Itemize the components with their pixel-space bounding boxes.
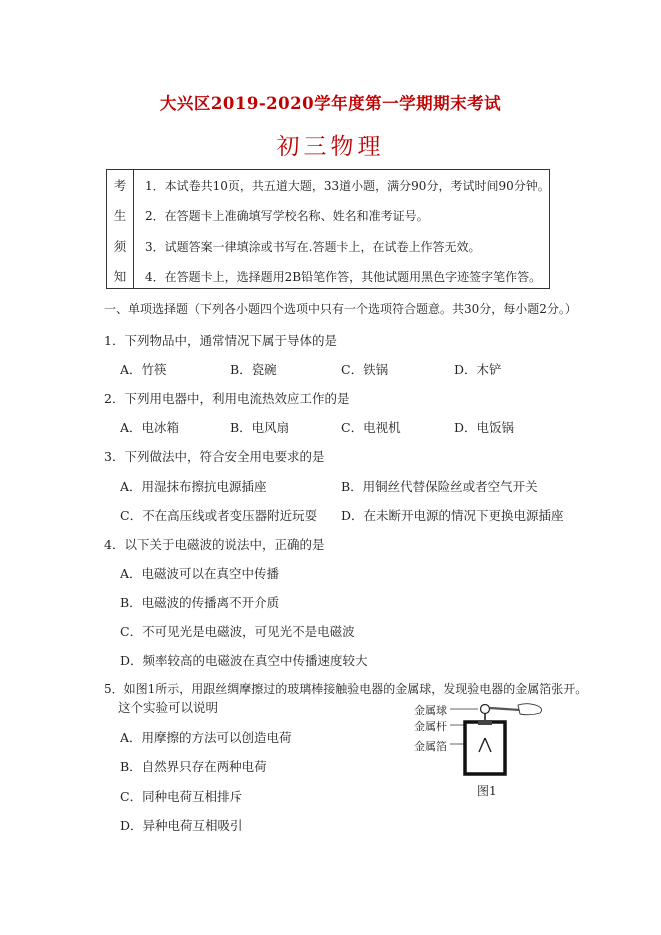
metal-ball-icon [481,705,490,714]
electroscope-figure [450,698,550,780]
option: D．频率较高的电磁波在真空中传播速度较大 [120,653,368,668]
notice-item: 1．本试卷共10页，共五道大题，33道小题，满分90分，考试时间90分钟。 [145,179,550,193]
option: D．在未断开电源的情况下更换电源插座 [341,508,564,523]
option: C．铁锅 [341,362,389,377]
option: C．电视机 [341,420,401,435]
notice-item: 4．在答题卡上，选择题用2B铅笔作答，其他试题用黑色字迹签字笔作答。 [145,270,542,284]
question-stem: 3．下列做法中，符合安全用电要求的是 [104,449,325,464]
notice-label-column [107,170,134,288]
figure-label-metal-ball: 金属球 [414,704,447,717]
option: A．用湿抹布擦抗电源插座 [120,479,267,494]
option: A．用摩擦的方法可以创造电荷 [120,730,292,745]
option: A．电磁波可以在真空中传播 [120,566,280,581]
glass-rod [490,708,520,710]
hand-icon [518,704,542,715]
option: B．电磁波的传播离不开介质 [120,595,280,610]
option: C．不在高压线或者变压器附近玩耍 [120,508,318,523]
exam-subject: 初三物理 [276,134,385,160]
question-stem-continued: 这个实验可以说明 [118,700,219,715]
option: B．用铜丝代替保险丝或者空气开关 [341,479,538,494]
notice-item: 3．试题答案一律填涂或书写在.答题卡上，在试卷上作答无效。 [145,240,481,254]
notice-label: 须 [113,239,127,254]
notice-label: 知 [113,269,127,284]
question-stem: 4．以下关于电磁波的说法中，正确的是 [104,537,325,552]
jar-stopper [478,720,492,725]
question-stem: 1．下列物品中，通常情况下属于导体的是 [104,333,337,348]
option: A．竹筷 [120,362,167,377]
option: C．同种电荷互相排斥 [120,789,243,804]
notice-label: 生 [113,208,127,223]
electroscope-jar-icon [465,722,505,774]
notice-label: 考 [113,178,127,193]
exam-title: 大兴区2019-2020学年度第一学期期末考试 [159,94,502,113]
option: B．瓷碗 [230,362,277,377]
option: D．异种电荷互相吸引 [120,818,243,833]
figure-caption: 图1 [477,784,497,798]
option: C．不可见光是电磁波，可见光不是电磁波 [120,624,355,639]
question-stem: 5．如图1所示，用跟丝绸摩擦过的玻璃棒接触验电器的金属球，发现验电器的金属箔张开。 [104,682,588,696]
option: A．电冰箱 [120,420,180,435]
option: D．电饭锅 [454,420,515,435]
question-stem: 2．下列用电器中，利用电流热效应工作的是 [104,391,350,406]
section-heading: 一、单项选择题（下列各小题四个选项中只有一个选项符合题意。共30分，每小题2分。） [104,302,577,316]
figure-label-metal-foil: 金属箔 [414,740,447,753]
option: D．木铲 [454,362,502,377]
figure-label-metal-rod: 金属杆 [414,720,447,733]
notice-item: 2．在答题卡上准确填写学校名称、姓名和准考证号。 [145,209,429,223]
option: B．自然界只存在两种电荷 [120,759,267,774]
notice-box [106,169,550,289]
option: B．电风扇 [230,420,290,435]
